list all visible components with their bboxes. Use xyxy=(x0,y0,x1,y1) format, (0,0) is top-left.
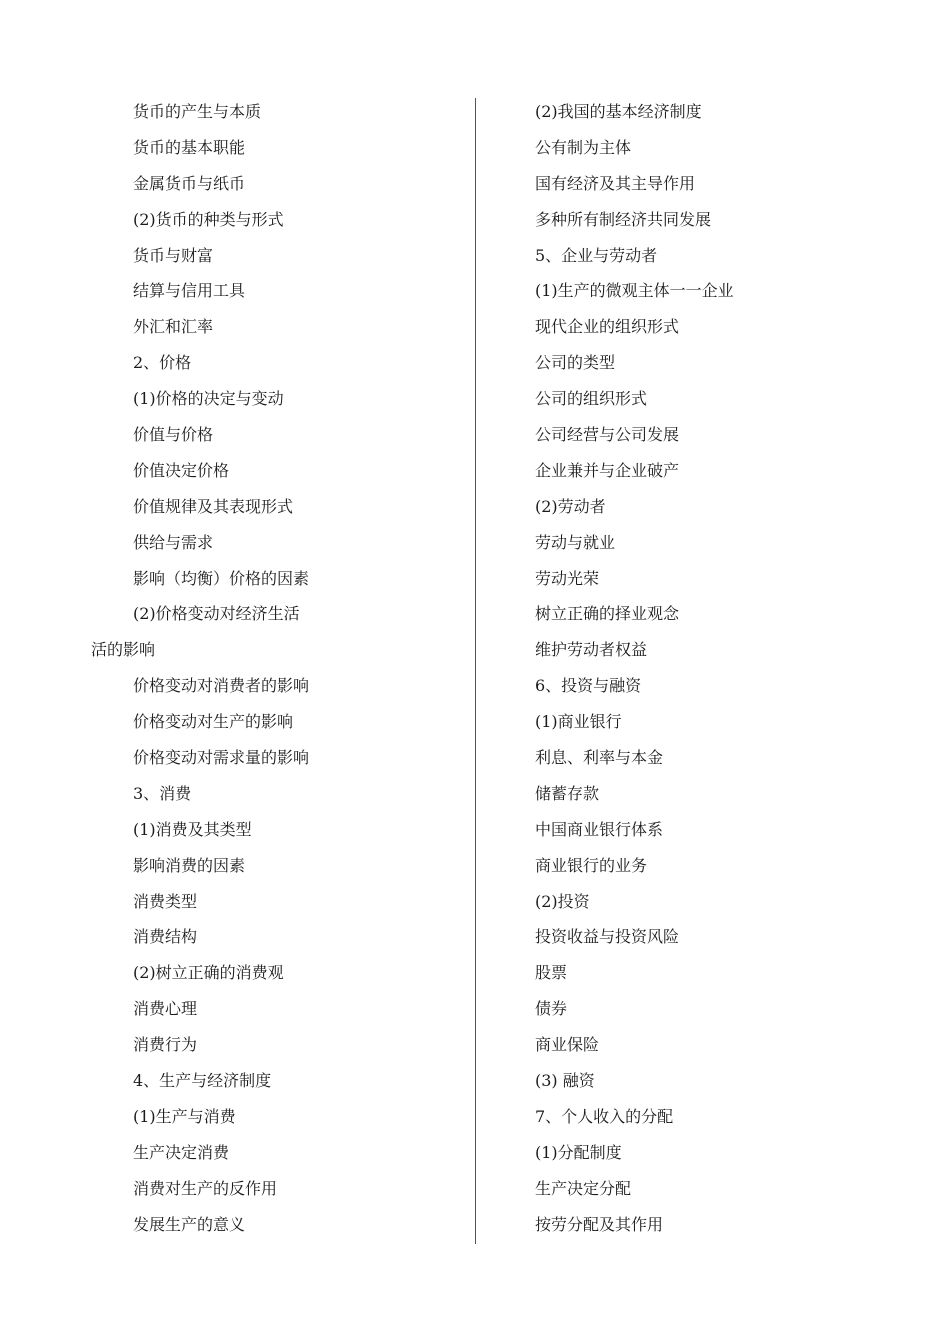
outline-item: 价值决定价格 xyxy=(133,460,230,480)
outline-item: 发展生产的意义 xyxy=(133,1214,246,1234)
outline-item: 消费结构 xyxy=(133,927,198,947)
outline-item: 价格变动对消费者的影响 xyxy=(133,676,310,696)
outline-item: 消费行为 xyxy=(133,1035,198,1055)
outline-item: 供给与需求 xyxy=(133,532,214,552)
outline-item: 公司的组织形式 xyxy=(535,389,648,409)
outline-item: 影响消费的因素 xyxy=(133,855,246,875)
outline-item: 多种所有制经济共同发展 xyxy=(535,209,712,229)
outline-item: 消费对生产的反作用 xyxy=(133,1178,278,1198)
outline-item: 股票 xyxy=(535,963,568,983)
outline-item: (2)树立正确的消费观 xyxy=(133,963,284,983)
outline-item: 生产决定分配 xyxy=(535,1178,632,1198)
outline-item: 5、企业与劳动者 xyxy=(535,245,658,265)
outline-item: (3) 融资 xyxy=(535,1071,595,1091)
outline-item: 消费类型 xyxy=(133,891,198,911)
outline-item: 劳动光荣 xyxy=(535,568,600,588)
outline-item: 价格变动对生产的影响 xyxy=(133,712,294,732)
outline-item: 价格变动对需求量的影响 xyxy=(133,748,310,768)
outline-item: (2)劳动者 xyxy=(535,496,606,516)
outline-item: 结算与信用工具 xyxy=(133,281,246,301)
outline-item: 影响（均衡）价格的因素 xyxy=(133,568,310,588)
outline-item: 劳动与就业 xyxy=(535,532,616,552)
outline-item: 现代企业的组织形式 xyxy=(535,317,680,337)
outline-item: 债券 xyxy=(535,999,568,1019)
outline-item: 中国商业银行体系 xyxy=(535,819,664,839)
outline-item: 货币的基本职能 xyxy=(133,137,246,157)
outline-item: (1)消费及其类型 xyxy=(133,819,252,839)
outline-item: (2)货币的种类与形式 xyxy=(133,209,284,229)
outline-item: 利息、利率与本金 xyxy=(535,748,664,768)
outline-item: (2)价格变动对经济生活 xyxy=(133,604,300,624)
outline-item: 商业保险 xyxy=(535,1035,600,1055)
outline-item: 4、生产与经济制度 xyxy=(133,1071,272,1091)
outline-item: (1)商业银行 xyxy=(535,712,622,732)
outline-item: 商业银行的业务 xyxy=(535,855,648,875)
outline-item: 国有经济及其主导作用 xyxy=(535,173,696,193)
outline-item: (1)生产与消费 xyxy=(133,1106,236,1126)
outline-item: (1)分配制度 xyxy=(535,1142,622,1162)
outline-item: (2)投资 xyxy=(535,891,590,911)
outline-item: 6、投资与融资 xyxy=(535,676,642,696)
left-column xyxy=(0,94,470,1243)
outline-item: 按劳分配及其作用 xyxy=(535,1214,664,1234)
outline-item: (2)我国的基本经济制度 xyxy=(535,102,702,121)
outline-item: 公司经营与公司发展 xyxy=(535,425,680,445)
outline-item: 维护劳动者权益 xyxy=(535,640,648,660)
outline-item: (1)价格的决定与变动 xyxy=(133,389,284,409)
outline-item: 树立正确的择业观念 xyxy=(535,604,680,624)
outline-item: 储蓄存款 xyxy=(535,783,600,803)
outline-item: 消费心理 xyxy=(133,999,198,1019)
outline-item: 2、价格 xyxy=(133,353,192,373)
outline-item: 投资收益与投资风险 xyxy=(535,927,680,947)
outline-item: 3、消费 xyxy=(133,783,192,803)
outline-item: 企业兼并与企业破产 xyxy=(535,460,680,480)
outline-item: 金属货币与纸币 xyxy=(133,173,246,193)
outline-item: 生产决定消费 xyxy=(133,1142,230,1162)
outline-item: 7、个人收入的分配 xyxy=(535,1106,674,1126)
column-divider xyxy=(475,98,476,1244)
outline-item: (1)生产的微观主体一一企业 xyxy=(535,281,734,301)
outline-item: 公司的类型 xyxy=(535,353,616,373)
right-column xyxy=(535,94,935,1243)
outline-item: 公有制为主体 xyxy=(535,137,632,157)
outline-item: 外汇和汇率 xyxy=(133,317,214,337)
outline-item: 货币与财富 xyxy=(133,245,214,265)
outline-item: 价值规律及其表现形式 xyxy=(133,496,294,516)
outline-item: 价值与价格 xyxy=(133,425,214,445)
outline-item-continuation: 活的影响 xyxy=(91,640,156,660)
outline-item: 货币的产生与本质 xyxy=(133,102,262,121)
